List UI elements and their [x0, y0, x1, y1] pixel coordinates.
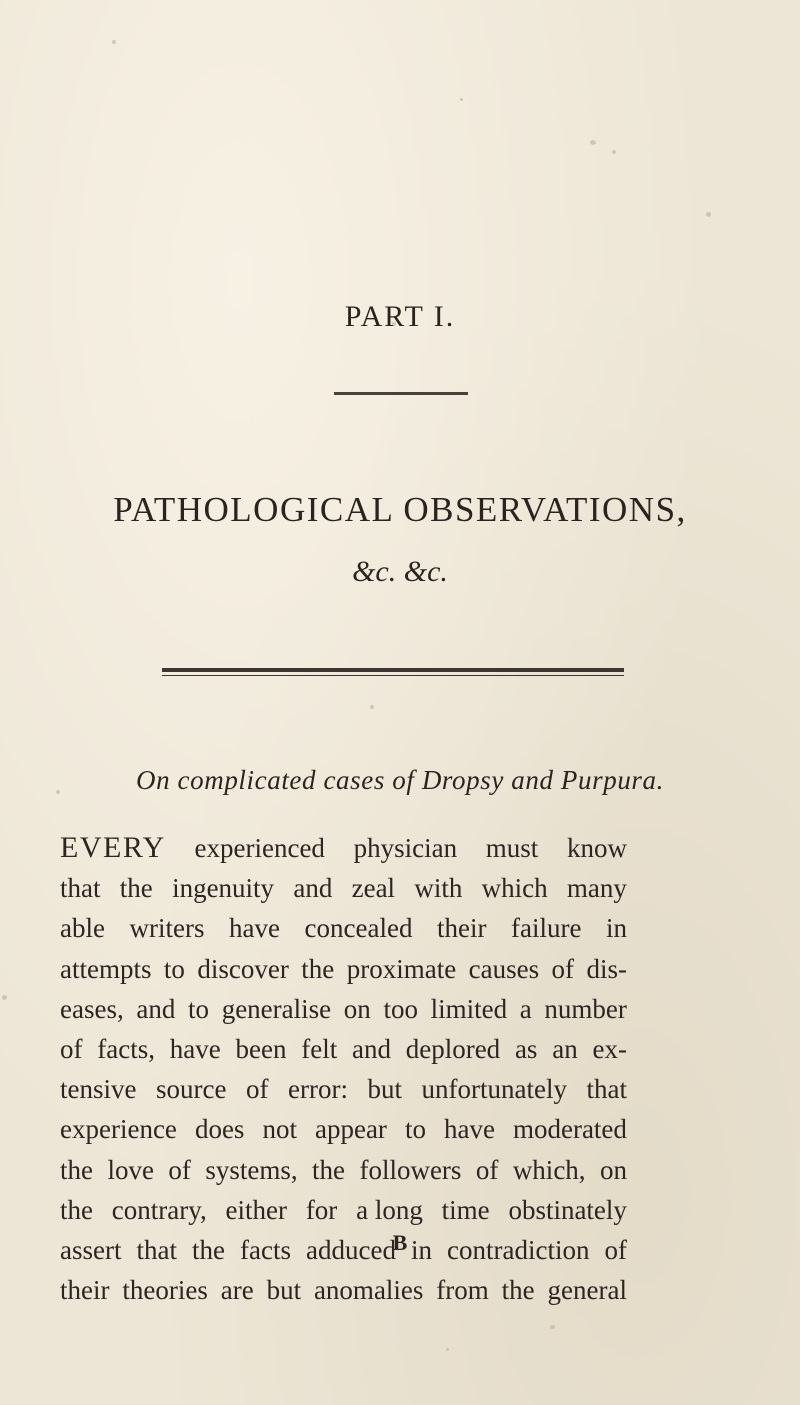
word: either: [225, 1194, 288, 1225]
word: the: [60, 1194, 93, 1225]
word: contradiction: [447, 1234, 590, 1265]
word: to: [188, 993, 210, 1024]
word: experience: [60, 1114, 177, 1145]
foxing-speck: [706, 212, 711, 217]
word: unfortunately: [421, 1074, 567, 1105]
word: have: [443, 1114, 495, 1145]
word: an: [552, 1033, 578, 1064]
word: failure: [511, 913, 582, 944]
word: a long: [356, 1194, 423, 1225]
word: their: [60, 1275, 110, 1306]
word: in: [410, 1234, 432, 1265]
text-line: [60, 868, 627, 908]
text-line: [60, 1150, 627, 1190]
word: dis-: [586, 953, 627, 984]
word: ex-: [592, 1033, 627, 1064]
word: their: [436, 913, 487, 944]
word: the: [60, 1154, 93, 1185]
word: experienced: [194, 833, 325, 863]
word: zeal: [351, 873, 396, 904]
word: but: [266, 1275, 302, 1306]
word: facts,: [97, 1033, 155, 1064]
etc-line: &c. &c.: [352, 555, 448, 588]
word: anomalies: [313, 1275, 424, 1306]
thin-rule: [162, 675, 624, 676]
word: a: [519, 993, 532, 1024]
word: does: [194, 1114, 245, 1145]
word: been: [235, 1033, 287, 1064]
word: felt: [301, 1033, 338, 1064]
word: of: [168, 1154, 191, 1185]
word: contrary,: [111, 1194, 207, 1225]
foxing-speck: [2, 995, 7, 1000]
word: have: [229, 913, 280, 944]
foxing-speck: [590, 140, 596, 145]
word: adduced: [306, 1234, 396, 1265]
text-line: [60, 1069, 627, 1109]
word: for: [305, 1194, 338, 1225]
word: not: [262, 1114, 297, 1145]
foxing-speck: [550, 1325, 555, 1329]
word: causes: [468, 953, 540, 984]
text-line: [60, 828, 627, 868]
word: that: [60, 873, 101, 904]
signature-mark: B: [392, 1230, 408, 1255]
word: the: [192, 1234, 226, 1265]
word: too: [383, 993, 418, 1024]
word: the: [501, 1275, 535, 1306]
word: in: [605, 913, 627, 944]
word: theories: [122, 1275, 208, 1306]
main-title: PATHOLOGICAL OBSERVATIONS,: [113, 490, 687, 529]
word: proximate: [346, 953, 457, 984]
word: facts: [240, 1234, 291, 1265]
part-heading: PART I.: [344, 300, 456, 333]
word: are: [220, 1275, 254, 1306]
word: many: [566, 873, 627, 904]
foxing-speck: [370, 705, 374, 709]
foxing-speck: [446, 1348, 449, 1351]
word: number: [544, 993, 627, 1024]
word: of: [475, 1154, 499, 1185]
word: deplored: [405, 1033, 501, 1064]
text-line: [60, 949, 627, 989]
word: concealed: [304, 913, 413, 944]
text-line: [60, 908, 627, 948]
text-line: [60, 1190, 627, 1230]
word: the: [119, 873, 153, 904]
word: of: [551, 953, 575, 984]
word: writers: [129, 913, 205, 944]
word: the: [301, 953, 335, 984]
word: followers: [359, 1154, 462, 1185]
text-line: [60, 1270, 627, 1310]
word: attempts: [60, 953, 152, 984]
foxing-speck: [612, 150, 616, 154]
word: and: [136, 993, 176, 1024]
word: on: [343, 993, 371, 1024]
word: error:: [288, 1074, 348, 1105]
text-line: [60, 1109, 627, 1149]
word: which: [481, 873, 548, 904]
word: to: [163, 953, 185, 984]
divider-rule: [334, 392, 468, 395]
foxing-speck: [460, 98, 463, 101]
word: systems,: [205, 1154, 298, 1185]
text-line: [60, 1029, 627, 1069]
word: on: [599, 1154, 627, 1185]
word: general: [547, 1275, 627, 1306]
word: able: [60, 913, 105, 944]
word: know: [566, 833, 627, 863]
word: that: [136, 1234, 177, 1265]
word: limited: [430, 993, 508, 1024]
word: love: [107, 1154, 154, 1185]
word: as: [514, 1033, 538, 1064]
word: that: [586, 1074, 627, 1105]
word: appear: [314, 1114, 387, 1145]
thick-rule: [162, 668, 624, 672]
word: of: [60, 1033, 83, 1064]
word: have: [169, 1033, 221, 1064]
foxing-speck: [112, 40, 116, 44]
word: of: [604, 1234, 627, 1265]
word: but: [367, 1074, 402, 1105]
word: tensive: [60, 1074, 137, 1105]
word: the: [312, 1154, 346, 1185]
word: and: [293, 873, 333, 904]
word: eases,: [60, 993, 124, 1024]
word: of: [245, 1074, 269, 1105]
word: discover: [197, 953, 289, 984]
section-heading: On complicated cases of Dropsy and Purpura.: [136, 765, 664, 795]
double-divider-rule: [162, 668, 624, 676]
word: time: [441, 1194, 490, 1225]
word: ingenuity: [172, 873, 275, 904]
word: moderated: [512, 1114, 627, 1145]
word: from: [436, 1275, 489, 1306]
word: obstinately: [508, 1194, 627, 1225]
word: and: [351, 1033, 391, 1064]
word: must: [485, 833, 539, 863]
word: source: [156, 1074, 227, 1105]
word: assert: [60, 1234, 122, 1265]
word: with: [414, 873, 463, 904]
word: EVERY: [60, 831, 166, 864]
word: which,: [512, 1154, 586, 1185]
word: physician: [353, 833, 458, 863]
text-line: [60, 989, 627, 1029]
word: to: [404, 1114, 426, 1145]
word: generalise: [221, 993, 332, 1024]
